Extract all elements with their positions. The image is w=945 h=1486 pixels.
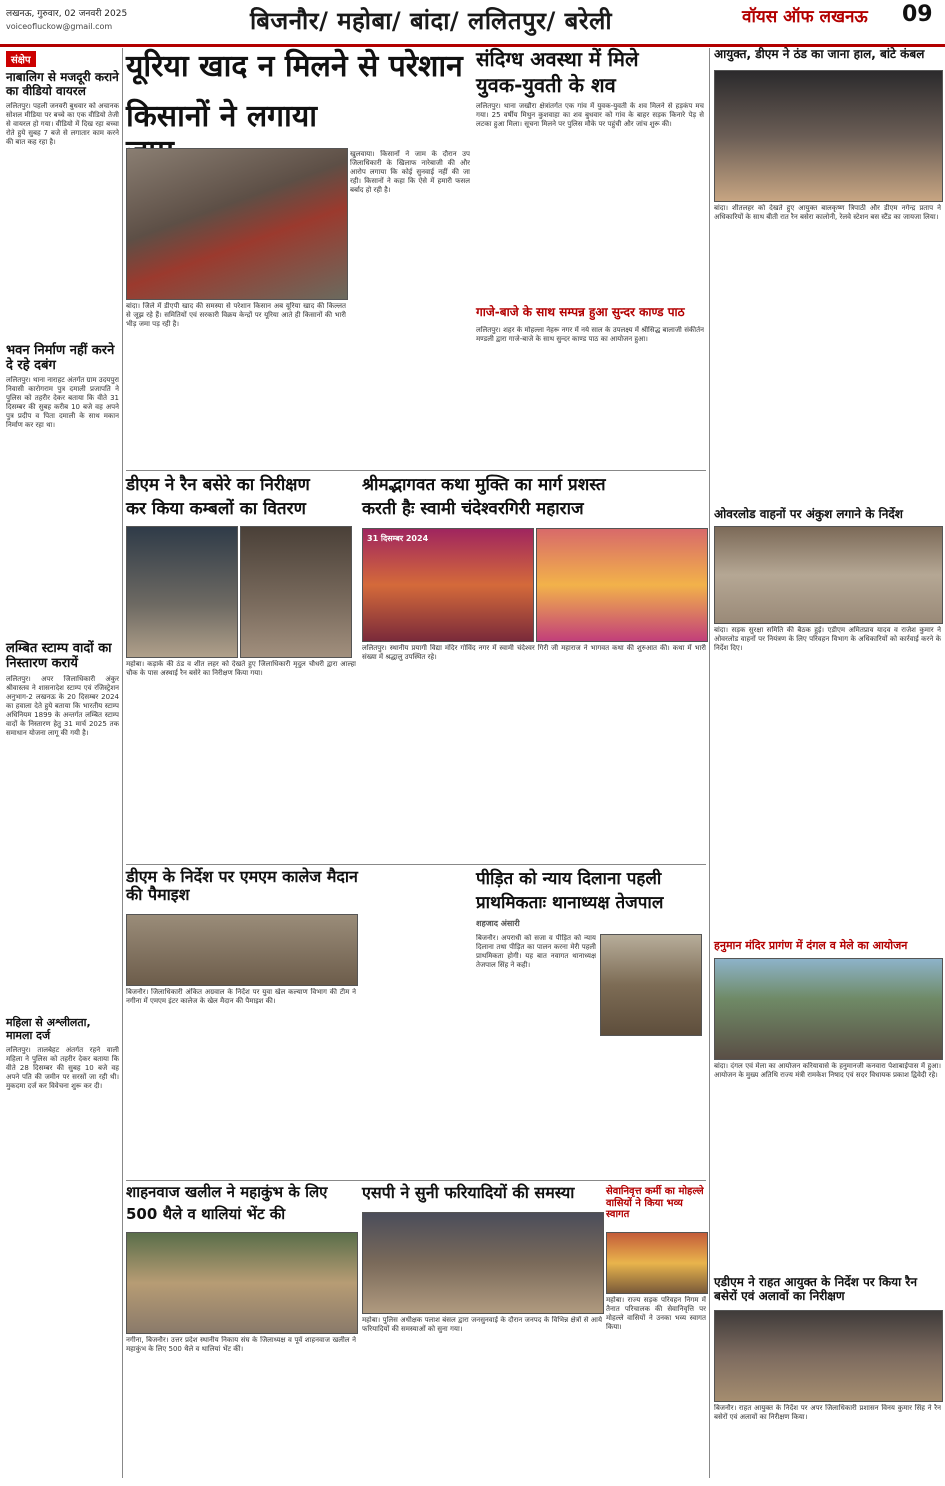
story10-byline: शहजाद अंसारी	[476, 919, 520, 928]
story1-lead: बांदा। जिले में डीएपी खाद की समस्या से परेशान किसान अब यूरिया खाद की किल्लत से जूझ रहे हैं। समितियों एवं सरकारी विक्रय केन्द्रों पर यूरिया आते ही किसानों की भारी भीड़ जमा पड़ रही है।	[126, 302, 346, 328]
page-number: 09	[902, 2, 933, 27]
story9-body: बिजनौर। जिलाधिकारी अंकित अग्रवाल के निर्देश पर युवा खेल कल्याण विभाग की टीम ने नगीना में एमएम इंटर कालेज के खेल मैदान की पैमाइश की।	[126, 988, 356, 1005]
cities-title: बिजनौर/ महोबा/ बांदा/ ललितपुर/ बरेली	[250, 7, 613, 35]
column-rule	[122, 48, 123, 1478]
story3-body: ललितपुर। शहर के मोहल्ला नेहरू नगर में नये साल के उपलक्ष्य में श्रीसिद्ध बालाजी संकीर्तन मण्डली द्वारा गाजे-बाजे के साथ सुन्दर काण्ड पाठ का आयोजन हुआ।	[476, 326, 704, 343]
story12-photo	[126, 1232, 358, 1334]
story8-body: बांदा। दंगल एवं मेला का आयोजन करियावासे के हनुमानजी कनवारा पेशाबाईपास में हुआ। आयोजन के मुख्य अतिथि राज्य मंत्री रामकेश निषाद एवं सदर विधायक प्रकाश द्विवेदी रहे।	[714, 1062, 941, 1079]
story14-body: महोबा। राज्य सड़क परिवहन निगम में तैनात परिचालक की सेवानिवृत्ति पर मोहल्ले वासियों ने उनका भव्य स्वागत किया।	[606, 1296, 706, 1331]
story13-headline: एसपी ने सुनी फरियादियों की समस्या	[362, 1183, 575, 1202]
story7-photo-2	[536, 528, 708, 642]
story12-headline-2: 500 थैले व थालियां भेंट की	[126, 1205, 286, 1223]
date-line: लखनऊ, गुरुवार, 02 जनवरी 2025	[6, 9, 128, 19]
story1-headline-2: किसानों ने लगाया	[126, 99, 317, 134]
story1-photo	[126, 148, 348, 300]
brief-tag: संक्षेप	[6, 51, 36, 67]
story2-body: ललितपुर। थाना जखौरा क्षेत्रांतर्गत एक गांव में युवक-युवती के शव मिलने से हड़कंप मच गया। 25 वर्षीय मिथुन कुशवाहा का शव बुधवार को गांव के बाहर सड़क किनारे पेड़ से लटका हुआ मिला। सूचना मिलने पर पुलिस मौके पर पहुंची और जांच शुरू की।	[476, 102, 704, 128]
story5-headline: ओवरलोड वाहनों पर अंकुश लगाने के निर्देश	[714, 507, 903, 521]
story7-headline-1: श्रीमद्भागवत कथा मुक्ति का मार्ग प्रशस्त	[362, 475, 606, 495]
story8-photo	[714, 958, 943, 1060]
story5-body: बांदा। सड़क सुरक्षा समिति की बैठक हुई। एडीएम अमितप्राव यादव व राजेश कुमार ने ओवरलोड वाहनों पर नियंत्रण के लिए परिवहन विभाग के अधिकारियों को कार्रवाई करने के निर्देश दिए।	[714, 626, 941, 652]
brief-body-4: ललितपुर। तालबेहट अंतर्गत रहने वाली महिला ने पुलिस को तहरीर देकर बताया कि वीते 28 दिसम्बर की सुबह 10 बजे वह अपने पति की जमीन पर सरसों जा रही थी। मुकदमा दर्ज कर विवेचना शुरू कर दी।	[6, 1045, 119, 1090]
story2-headline-2: युवक-युवती के शव	[476, 73, 616, 97]
story6-photo-1	[126, 526, 238, 658]
story3-headline: गाजे-बाजे के साथ सम्पन्न हुआ सुन्दर काण्ड पाठ	[476, 305, 685, 319]
story8-headline: हनुमान मंदिर प्रागंण में दंगल व मेले का आयोजन	[714, 939, 908, 952]
story7-body: ललितपुर। स्थानीय प्रयागी विद्या मंदिर गोविंद नगर में स्वामी चंदेश्वर गिरी जी महाराज ने भागवत कथा की शुरुआत की। कथा में भारी संख्या में श्रद्धालु उपस्थित रहे।	[362, 644, 706, 661]
brief-body-3: ललितपुर। अपर जिलाधिकारी अंकुर श्रीवास्तव ने शासनादेश स्टाम्प एवं रजिस्ट्रेशन अनुभाग-2 लखनऊ के 20 दिसम्बर 2024 का हवाला देते हुये बताया कि भारतीय स्टाम्प अधिनियम 1899 के अन्तर्गत लम्बित स्टाम्प वादों के निस्तारण हेतु 31 मार्च 2025 तक समाधान योजना लागू की गयी है।	[6, 675, 119, 738]
story6-body: महोबा। कड़ाके की ठंड व शीत लहर को देखते हुए जिलाधिकारी मृदुल चौधरी द्वारा आल्हा चौक के पास अस्थाई रैन बसेरे का निरीक्षण किया गया।	[126, 660, 356, 677]
story6-photo-2	[240, 526, 352, 658]
story10-photo	[600, 934, 702, 1036]
story9-headline: डीएम के निर्देश पर एमएम कालेज मैदान की पैमाइश	[126, 867, 358, 905]
story5-photo	[714, 526, 943, 624]
story10-headline-2: प्राथमिकताः थानाध्यक्ष तेजपाल	[476, 893, 664, 913]
brief-headline-4: महिला से अश्लीलता, मामला दर्ज	[6, 1016, 91, 1042]
story7-headline-2: करती हैः स्वामी चंदेश्वरगिरी महाराज	[362, 499, 584, 519]
brand-name: वॉयस ऑफ लखनऊ	[742, 7, 868, 27]
story2-headline-1: संदिग्ध अवस्था में मिले	[476, 47, 639, 71]
story10-headline-1: पीड़ित को न्याय दिलाना पहली	[476, 869, 662, 889]
story11-body: बिजनौर। राहत आयुक्त के निर्देश पर अपर जिलाधिकारी प्रशासन विनय कुमार सिंह ने रैन बसेरों एवं अलावों का निरीक्षण किया।	[714, 1404, 941, 1421]
story1-headline-1: यूरिया खाद न मिलने से परेशान	[126, 49, 463, 84]
column-rule-right	[709, 48, 710, 1478]
story7-banner: 31 दिसम्बर 2024	[367, 534, 429, 543]
story10-body: बिजनौर। अपराधी को सजा व पीड़ित को न्याय दिलाना तथा पीड़ित का पालन करना मेरी पहली प्राथमिकता होगी। यह बात नवागत थानाध्यक्ष तेजपाल सिंह ने कही।	[476, 934, 596, 969]
row-rule-3	[126, 1180, 706, 1181]
email: voiceofluckow@gmail.com	[6, 22, 113, 31]
story4-headline: आयुक्त, डीएम ने ठंड का जाना हाल, बांटे कंबल	[714, 47, 925, 61]
story13-body: महोबा। पुलिस अधीक्षक पलाश बंसल द्वारा जनसुनवाई के दौरान जनपद के विभिन्न क्षेत्रों से आये फरियादियों की समस्याओं को सुना गया।	[362, 1316, 602, 1333]
brief-headline-1: नाबालिग से मजदूरी कराने का वीडियो वायरल	[6, 70, 119, 98]
story14-photo	[606, 1232, 708, 1294]
story11-headline: एडीएम ने राहत आयुक्त के निर्देश पर किया रैन बसेरों एवं अलावों का निरीक्षण	[714, 1275, 917, 1303]
story14-headline: सेवानिवृत्त कर्मी का मोहल्ले वासियों ने किया भव्य स्वागत	[606, 1186, 704, 1220]
story4-photo	[714, 70, 943, 202]
brief-body-1: ललितपुर। पहली जनवरी बुधवार को अचानक सोशल मीडिया पर बच्चे का एक वीडियो तेजी से वायरल हो गया। वीडियो में दिख रहा बच्चा रोते हुये सुबह 7 बजे से लगातार काम करने की बात कह रहा है।	[6, 101, 119, 146]
story11-photo	[714, 1310, 943, 1402]
row-rule-2	[126, 864, 706, 865]
story12-headline-1: शाहनवाज खलील ने महाकुंभ के लिए	[126, 1183, 328, 1201]
story12-body: नगीना, बिजनौर। उत्तर प्रदेश स्थानीय निकाय संघ के जिलाध्यक्ष व पूर्व शाहनवाज खलील ने महाकुंभ के लिए 500 थैले व थालियां भेंट कीं।	[126, 1336, 356, 1353]
brief-body-2: ललितपुर। थाना नाराहट अंतर्गत ग्राम उदयपुरा निवासी कारोगराम पुत्र दमाली प्रजापति ने पुलिस को तहरीर देकर बताया कि वीते 31 दिसम्बर की सुबह करीब 10 बजे वह अपने पुत्र प्रदीप व पिता दमाली के साथ मकान निर्माण कर रहा था।	[6, 376, 119, 430]
story13-photo	[362, 1212, 604, 1314]
masthead	[0, 0, 945, 47]
brief-headline-2: भवन निर्माण नहीं करने दे रहे दबंग	[6, 342, 115, 373]
story9-photo	[126, 914, 358, 986]
brief-column	[6, 48, 119, 1426]
row-rule-1	[126, 470, 706, 471]
brief-headline-3: लम्बित स्टाम्प वादों का निस्तारण करायें	[6, 641, 112, 672]
story6-headline-2: कर किया कम्बलों का वितरण	[126, 499, 306, 519]
story4-body: बांदा। शीतलहर को देखते हुए आयुक्त बालकृष्ण त्रिपाठी और डीएम नगेन्द्र प्रताप ने अधिकारियों के साथ बीती रात रैन बसेरा कालोनी, रेलवे स्टेशन बस स्टैंड का जायजा लिया।	[714, 204, 941, 221]
story7-photo-1	[362, 528, 534, 642]
story1-right: खुलवाया। किसानों ने जाम के दौरान उप जिलाधिकारी के खिलाफ नारेबाजी की और आरोप लगाया कि कोई सुनवाई नहीं की जा रही। किसानों ने कहा कि ऐसे में हमारी फसल बर्बाद हो रही है।	[350, 150, 470, 194]
story6-headline-1: डीएम ने रैन बसेरे का निरीक्षण	[126, 475, 310, 495]
